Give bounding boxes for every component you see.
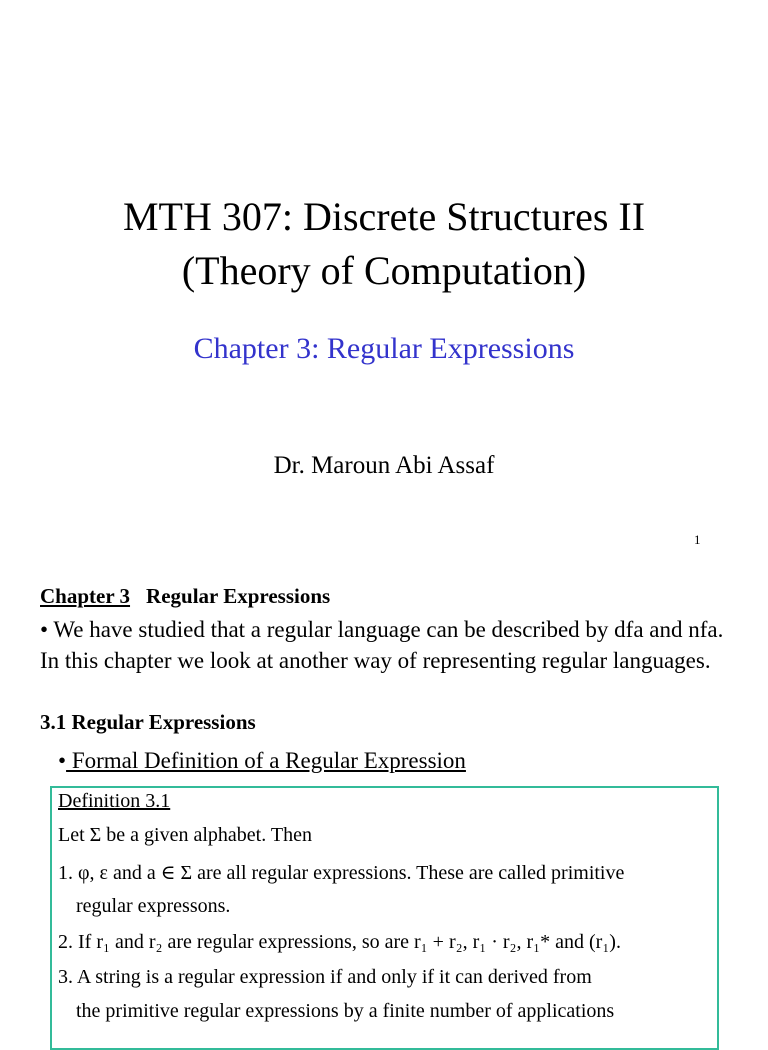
author-name: Dr. Maroun Abi Assaf xyxy=(273,452,495,479)
chapter-title: Regular Expressions xyxy=(146,584,331,608)
page-number: 1 xyxy=(694,532,701,547)
section-title: 3.1 Regular Expressions xyxy=(40,710,256,734)
definition-line-2-cont: regular expressons. xyxy=(76,895,231,917)
bullet-dot: • xyxy=(58,748,67,773)
chapter-heading xyxy=(40,584,330,609)
formal-definition-text: Formal Definition of a Regular Expression xyxy=(66,748,466,773)
definition-line-3: 2. If r₁ and r₂ are regular expressions, so are r₁ + r₂, r₁ · r₂, r₁* and (r₁). xyxy=(58,931,621,953)
slide-title xyxy=(0,190,768,298)
definition-title: Definition 3.1 xyxy=(58,790,171,812)
definition-line-4-cont: the primitive regular expressions by a finite number of applications xyxy=(76,1000,615,1022)
definition-line-2: 1. φ, ε and a ∈ Σ are all regular expressions. These are called primitive xyxy=(58,862,625,884)
chapter-label: Chapter 3 xyxy=(40,584,131,608)
title-line-2: (Theory of Computation) xyxy=(181,248,587,293)
definition-line-1: Let Σ be a given alphabet. Then xyxy=(58,824,312,846)
definition-line-4: 3. A string is a regular expression if and only if it can derived from xyxy=(58,966,592,988)
slide-subtitle: Chapter 3: Regular Expressions xyxy=(193,332,575,365)
title-line-1: MTH 307: Discrete Structures II xyxy=(122,194,646,239)
intro-paragraph: • We have studied that a regular language can be described by dfa and nfa. In this chapter we look at another way of representing regular languages. xyxy=(40,617,724,673)
definition-box xyxy=(50,786,719,1050)
formal-definition-bullet xyxy=(58,748,466,774)
